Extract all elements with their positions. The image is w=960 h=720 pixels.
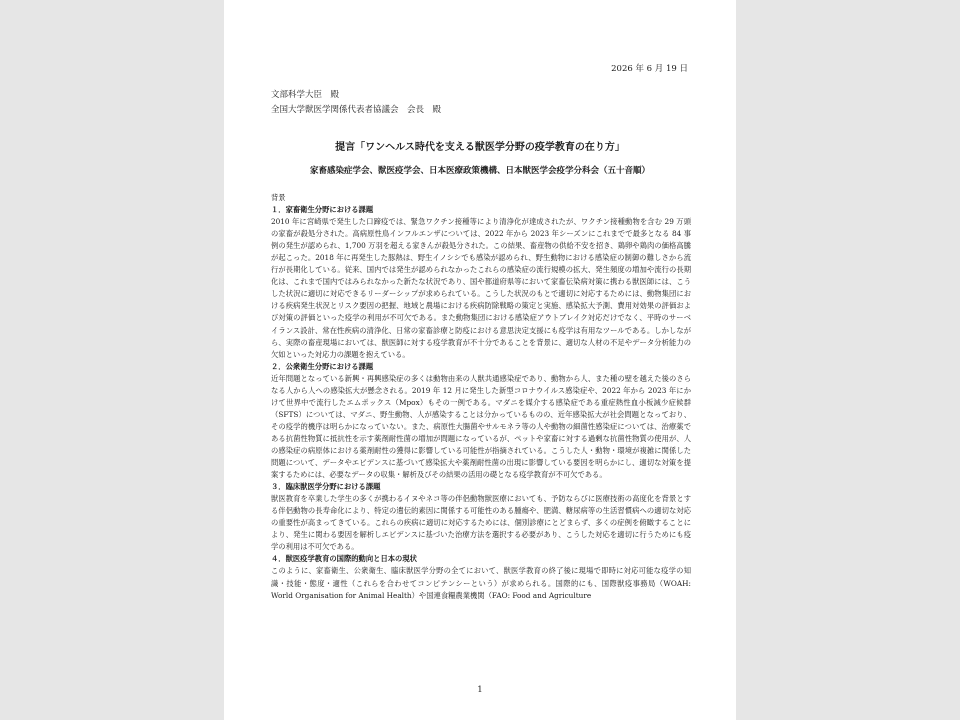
page-number: 1 — [477, 685, 483, 695]
section-heading: ３．臨床獣医学分野における課題 — [271, 482, 381, 492]
addressee-block — [271, 88, 441, 118]
document-body — [271, 192, 691, 602]
section-paragraph: このように、家畜衛生、公衆衛生、臨床獣医学分野の全てにおいて、獣医学教育の終了後に現場で即時に対応可能な疫学の知識・技能・態度・適性（これらを合わせてコンピテンシーという）が求められる。国際的にも、国際獣疫事務局（WOAH: World Organisation for Animal Health）や国連食糧農業機関（FAO: Food and Agriculture — [271, 566, 691, 600]
document-authors: 家畜感染症学会、獣医疫学会、日本医療政策機構、日本獣医学会疫学分科会（五十音順） — [309, 166, 650, 176]
section-heading: １．家畜衛生分野における課題 — [271, 205, 374, 215]
document-page — [224, 0, 736, 720]
background-label: 背景 — [271, 193, 286, 202]
section-paragraph: 獣医教育を卒業した学生の多くが携わるイヌやネコ等の伴侶動物獣医療においても、予防ならびに医療技術の高度化を背景とする伴侶動物の長寿命化により、特定の遺伝的素因に関係する可能性のある腫瘍や、肥満、糖尿病等の生活習慣病への適切な対応の重要性が高まってきている。これらの疾病に適切に対応するためには、個別診療にとどまらず、多くの症例を俯瞰することにより、発生に関わる要因を解析しエビデンスに基づいた治療方法を選択する必要があり、こうした対応を適切に行うためにも疫学の利用は不可欠である。 — [271, 494, 691, 552]
addressee-line: 全国大学獣医学関係代表者協議会 会長 殿 — [271, 105, 442, 115]
section-heading: ４．獣医疫学教育の国際的動向と日本の現状 — [271, 554, 417, 564]
addressee-line: 文部科学大臣 殿 — [271, 90, 340, 100]
section-paragraph: 近年問題となっている新興・再興感染症の多くは動物由来の人獣共通感染症であり、動物から人、また種の壁を越えた後のさらなる人から人への感染拡大が懸念される。2019 年 12 月に発生した新型コロナウイルス感染症や、2022 年から 2023 年にかけて世界中で流行したエムポックス（Mpox）もその一例である。マダニを媒介する感染症である重症熱性血小板減少症候群（SFTS）については、マダニ、野生動物、人が感染することは分かっているものの、近年感染拡大が社会問題となっており、その疫学的機序は明らかになっていない。また、病原性大腸菌やサルモネラ等の人や動物の細菌性感染症については、治療薬である抗菌性物質に抵抗性を示す薬剤耐性菌の増加が問題になっているが、ペットや家畜に対する過剰な抗菌性物質の使用が、人の感染症の病原体における薬剤耐性の獲得に影響している可能性が指摘されている。こうした人・動物・環境が複雑に関係した問題について、データやエビデンスに基づいて感染拡大や薬剤耐性菌の出現に影響している要因を明らかにし、適切な対策を提案するためには、必要なデータの収集・解析及びその結果の活用の礎となる疫学教育が不可欠である。 — [271, 373, 691, 480]
section-heading: ２．公衆衛生分野における課題 — [271, 361, 374, 371]
document-date: 2026 年 6 月 19 日 — [611, 64, 688, 74]
document-title: 提言「ワンヘルス時代を支える獣医学分野の疫学教育の在り方」 — [335, 142, 625, 153]
section-paragraph: 2010 年に宮崎県で発生した口蹄疫では、緊急ワクチン接種等により清浄化が達成されたが、ワクチン接種動物を含む 29 万頭の家畜が殺処分された。高病原性鳥インフルエンザについては、2022 年から 2023 年シーズンにこれまでで最多となる 84 事例の発生が認められ、1,700 万羽を超える家きんが殺処分された。この結果、畜産物の供給不安を招き、鶏卵や鶏肉の価格高騰が起こった。2018 年に再発生した豚熱は、野生イノシシでも感染が認められ、野生動物における感染症の制御の難しさから流行が長期化している。従来、国内では発生が認められなかったこれらの感染症の流行規模の拡大、発生頻度の増加や流行の長期化は、これまで国内ではみられなかった新たな状況であり、国や都道府県等において家畜伝染病対策に携わる獣医師には、こうした状況に適切に対応できるリーダーシップが求められている。こうした状況のもとで適切に対応するためには、動物集団における疾病発生状況とリスク要因の把握、地域と農場における疾病防除戦略の策定と実施、感染拡大予測、費用対効果の評価および対策の評価といった疫学の利用が不可欠である。また動物集団における感染症アウトブレイク対応だけでなく、平時のサーベイランス設計、常在性疾病の清浄化、日常の家畜診療と防疫における意思決定支援にも疫学は有用なツールである。しかしながら、実際の畜産現場においては、獣医師に対する疫学教育が不十分であることを背景に、適切な人材の不足やデータ分析能力の欠如といった対応力の課題を抱えている。 — [271, 217, 691, 359]
